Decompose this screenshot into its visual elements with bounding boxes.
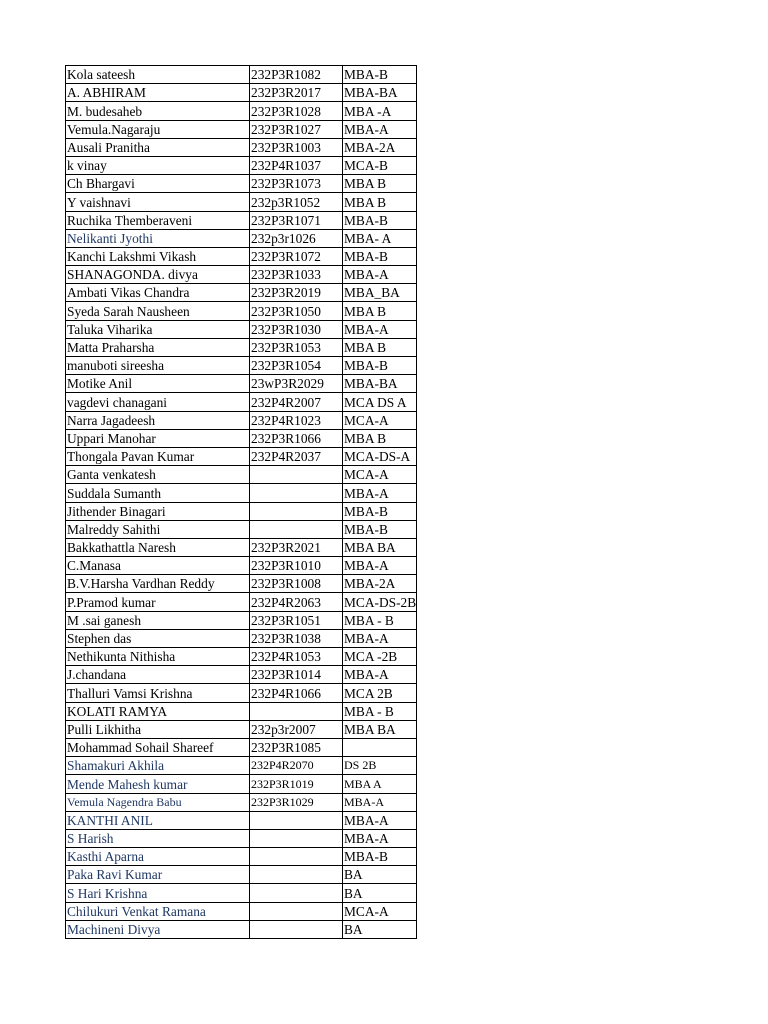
student-name-cell: Ch Bhargavi	[66, 175, 250, 193]
table-row	[66, 211, 417, 229]
section-cell: MBA-A	[343, 266, 417, 284]
section-cell: MBA-B	[343, 357, 417, 375]
student-name-cell: S Hari Krishna	[66, 884, 250, 902]
student-name-cell: Ausali Pranitha	[66, 138, 250, 156]
roll-number-cell	[250, 466, 343, 484]
table-row	[66, 720, 417, 738]
table-row	[66, 866, 417, 884]
roll-number-cell: 232P3R1073	[250, 175, 343, 193]
section-cell: MCA-A	[343, 411, 417, 429]
student-name-cell: Uppari Manohar	[66, 429, 250, 447]
student-name-cell: P.Pramod kumar	[66, 593, 250, 611]
section-cell: MBA-A	[343, 793, 417, 811]
section-cell: MBA-A	[343, 829, 417, 847]
roll-number-cell: 232P3R1085	[250, 738, 343, 756]
section-cell: MCA-A	[343, 902, 417, 920]
roll-number-cell: 232p3R1052	[250, 193, 343, 211]
roll-number-cell: 232P3R1019	[250, 775, 343, 793]
section-cell: MCA 2B	[343, 684, 417, 702]
student-name-cell: Ganta venkatesh	[66, 466, 250, 484]
roll-number-cell	[250, 920, 343, 938]
student-name-cell: Mende Mahesh kumar	[66, 775, 250, 793]
table-row	[66, 284, 417, 302]
table-row	[66, 757, 417, 775]
table-row	[66, 429, 417, 447]
student-name-cell: Stephen das	[66, 629, 250, 647]
student-name-cell: Motike Anil	[66, 375, 250, 393]
student-name-cell: Pulli Likhitha	[66, 720, 250, 738]
table-row	[66, 829, 417, 847]
table-row	[66, 484, 417, 502]
roll-number-cell	[250, 848, 343, 866]
section-cell: MBA-A	[343, 120, 417, 138]
roll-number-cell: 232P3R1029	[250, 793, 343, 811]
section-cell: MBA - B	[343, 611, 417, 629]
roll-number-cell: 232P3R1010	[250, 557, 343, 575]
student-name-cell: Malreddy Sahithi	[66, 520, 250, 538]
table-row	[66, 229, 417, 247]
roll-number-cell	[250, 520, 343, 538]
section-cell: MBA-BA	[343, 375, 417, 393]
roll-number-cell	[250, 866, 343, 884]
table-row	[66, 247, 417, 265]
section-cell: DS 2B	[343, 757, 417, 775]
roll-number-cell: 232P3R1038	[250, 629, 343, 647]
table-row	[66, 411, 417, 429]
student-name-cell: S Harish	[66, 829, 250, 847]
section-cell	[343, 738, 417, 756]
section-cell: MBA -A	[343, 102, 417, 120]
table-body	[66, 66, 417, 939]
table-row	[66, 629, 417, 647]
section-cell: MBA-2A	[343, 138, 417, 156]
roll-number-cell: 232P3R1072	[250, 247, 343, 265]
roll-number-cell: 232P3R2019	[250, 284, 343, 302]
section-cell: BA	[343, 884, 417, 902]
table-row	[66, 775, 417, 793]
roll-number-cell: 232P3R1014	[250, 666, 343, 684]
student-name-cell: Nelikanti Jyothi	[66, 229, 250, 247]
table-row	[66, 684, 417, 702]
student-name-cell: Kasthi Aparna	[66, 848, 250, 866]
section-cell: MBA-B	[343, 247, 417, 265]
section-cell: MCA -2B	[343, 648, 417, 666]
student-name-cell: J.chandana	[66, 666, 250, 684]
table-row	[66, 320, 417, 338]
student-name-cell: Vemula Nagendra Babu	[66, 793, 250, 811]
table-row	[66, 357, 417, 375]
roll-number-cell	[250, 902, 343, 920]
student-name-cell: SHANAGONDA. divya	[66, 266, 250, 284]
student-name-cell: Kola sateesh	[66, 66, 250, 84]
table-row	[66, 648, 417, 666]
roll-number-cell: 232P3R1054	[250, 357, 343, 375]
roll-number-cell: 232P3R1071	[250, 211, 343, 229]
table-row	[66, 193, 417, 211]
table-row	[66, 102, 417, 120]
roll-number-cell: 232P3R1003	[250, 138, 343, 156]
student-name-cell: Bakkathattla Naresh	[66, 538, 250, 556]
student-name-cell: Narra Jagadeesh	[66, 411, 250, 429]
student-name-cell: KOLATI RAMYA	[66, 702, 250, 720]
roll-number-cell: 232P4R1023	[250, 411, 343, 429]
roll-number-cell: 232P3R1030	[250, 320, 343, 338]
roll-number-cell: 232P3R1051	[250, 611, 343, 629]
table-row	[66, 466, 417, 484]
section-cell: BA	[343, 920, 417, 938]
roll-number-cell: 232P4R1037	[250, 156, 343, 174]
table-row	[66, 156, 417, 174]
student-name-cell: Matta Praharsha	[66, 338, 250, 356]
section-cell: MBA-2A	[343, 575, 417, 593]
student-name-cell: B.V.Harsha Vardhan Reddy	[66, 575, 250, 593]
section-cell: MBA B	[343, 175, 417, 193]
roll-number-cell: 232P4R2037	[250, 447, 343, 465]
student-name-cell: Machineni Divya	[66, 920, 250, 938]
table-row	[66, 666, 417, 684]
section-cell: MCA DS A	[343, 393, 417, 411]
section-cell: MCA-B	[343, 156, 417, 174]
student-name-cell: Nethikunta Nithisha	[66, 648, 250, 666]
section-cell: MCA-DS-A	[343, 447, 417, 465]
table-row	[66, 66, 417, 84]
student-name-cell: Thongala Pavan Kumar	[66, 447, 250, 465]
section-cell: MBA-A	[343, 484, 417, 502]
section-cell: MBA-A	[343, 811, 417, 829]
roll-number-cell	[250, 884, 343, 902]
student-name-cell: M .sai ganesh	[66, 611, 250, 629]
student-name-cell: Chilukuri Venkat Ramana	[66, 902, 250, 920]
table-row	[66, 375, 417, 393]
roll-number-cell: 232P3R1028	[250, 102, 343, 120]
section-cell: MBA-B	[343, 211, 417, 229]
student-name-cell: Suddala Sumanth	[66, 484, 250, 502]
table-row	[66, 611, 417, 629]
table-row	[66, 266, 417, 284]
student-name-cell: Mohammad Sohail Shareef	[66, 738, 250, 756]
table-row	[66, 811, 417, 829]
section-cell: MBA B	[343, 193, 417, 211]
section-cell: MBA-A	[343, 629, 417, 647]
table-row	[66, 520, 417, 538]
section-cell: MBA-BA	[343, 84, 417, 102]
student-name-cell: A. ABHIRAM	[66, 84, 250, 102]
table-row	[66, 920, 417, 938]
roll-number-cell: 232P4R2063	[250, 593, 343, 611]
section-cell: MBA-A	[343, 557, 417, 575]
table-row	[66, 848, 417, 866]
section-cell: MCA-DS-2B	[344, 594, 417, 610]
section-cell: MBA - B	[343, 702, 417, 720]
roll-number-cell: 232P4R1066	[250, 684, 343, 702]
section-cell: MBA B	[343, 429, 417, 447]
roll-number-cell: 232P4R2070	[250, 757, 343, 775]
roll-number-cell: 232P3R1053	[250, 338, 343, 356]
table-row	[66, 557, 417, 575]
table-row	[66, 702, 417, 720]
section-cell: BA	[343, 866, 417, 884]
roll-number-cell	[250, 502, 343, 520]
student-name-cell: Ambati Vikas Chandra	[66, 284, 250, 302]
table-row	[66, 593, 417, 611]
student-name-cell: Y vaishnavi	[66, 193, 250, 211]
table-row	[66, 738, 417, 756]
student-name-cell: Syeda Sarah Nausheen	[66, 302, 250, 320]
section-cell: MCA-A	[343, 466, 417, 484]
roll-number-cell: 232P4R1053	[250, 648, 343, 666]
roll-number-cell	[250, 811, 343, 829]
roll-number-cell: 232P3R1066	[250, 429, 343, 447]
student-name-cell: KANTHI ANIL	[66, 811, 250, 829]
student-list-table	[65, 65, 417, 939]
roll-number-cell: 232P4R2007	[250, 393, 343, 411]
table-row	[66, 502, 417, 520]
table-row	[66, 138, 417, 156]
student-name-cell: manuboti sireesha	[66, 357, 250, 375]
student-name-cell: Jithender Binagari	[66, 502, 250, 520]
table-row	[66, 884, 417, 902]
roll-number-cell: 232P3R1027	[250, 120, 343, 138]
roll-number-cell: 23wP3R2029	[250, 375, 343, 393]
table-row	[66, 575, 417, 593]
section-cell: MBA-B	[343, 520, 417, 538]
roll-number-cell: 232P3R1082	[250, 66, 343, 84]
table-row	[66, 338, 417, 356]
student-name-cell: Vemula.Nagaraju	[66, 120, 250, 138]
table-row	[66, 84, 417, 102]
roll-number-cell: 232P3R1008	[250, 575, 343, 593]
section-cell: MBA B	[343, 338, 417, 356]
roll-number-cell: 232p3r1026	[250, 229, 343, 247]
section-cell: MBA- A	[343, 229, 417, 247]
section-cell: MBA B	[343, 302, 417, 320]
section-cell: MBA A	[343, 775, 417, 793]
roll-number-cell: 232P3R2017	[250, 84, 343, 102]
section-cell: MBA-B	[343, 66, 417, 84]
student-name-cell: Shamakuri Akhila	[66, 757, 250, 775]
roll-number-cell: 232p3r2007	[250, 720, 343, 738]
roll-number-cell: 232P3R1033	[250, 266, 343, 284]
section-cell: MBA-A	[343, 320, 417, 338]
table-row	[66, 393, 417, 411]
table-row	[66, 175, 417, 193]
table-row	[66, 447, 417, 465]
section-cell: MBA BA	[343, 720, 417, 738]
roll-number-cell	[250, 484, 343, 502]
student-name-cell: Taluka Viharika	[66, 320, 250, 338]
roll-number-cell	[250, 702, 343, 720]
student-name-cell: M. budesaheb	[66, 102, 250, 120]
section-cell: MBA-B	[343, 848, 417, 866]
table-row	[66, 538, 417, 556]
student-name-cell: Paka Ravi Kumar	[66, 866, 250, 884]
student-name-cell: k vinay	[66, 156, 250, 174]
section-cell: MBA-A	[343, 666, 417, 684]
table-row	[66, 902, 417, 920]
roll-number-cell: 232P3R2021	[250, 538, 343, 556]
roll-number-cell: 232P3R1050	[250, 302, 343, 320]
section-cell: MBA BA	[343, 538, 417, 556]
student-name-cell: vagdevi chanagani	[66, 393, 250, 411]
section-cell: MBA-B	[343, 502, 417, 520]
roll-number-cell	[250, 829, 343, 847]
section-cell: MBA_BA	[343, 284, 417, 302]
student-name-cell: Kanchi Lakshmi Vikash	[66, 247, 250, 265]
table-row	[66, 120, 417, 138]
student-name-cell: Thalluri Vamsi Krishna	[66, 684, 250, 702]
table-row	[66, 302, 417, 320]
student-name-cell: Ruchika Themberaveni	[66, 211, 250, 229]
table-row	[66, 793, 417, 811]
student-name-cell: C.Manasa	[66, 557, 250, 575]
